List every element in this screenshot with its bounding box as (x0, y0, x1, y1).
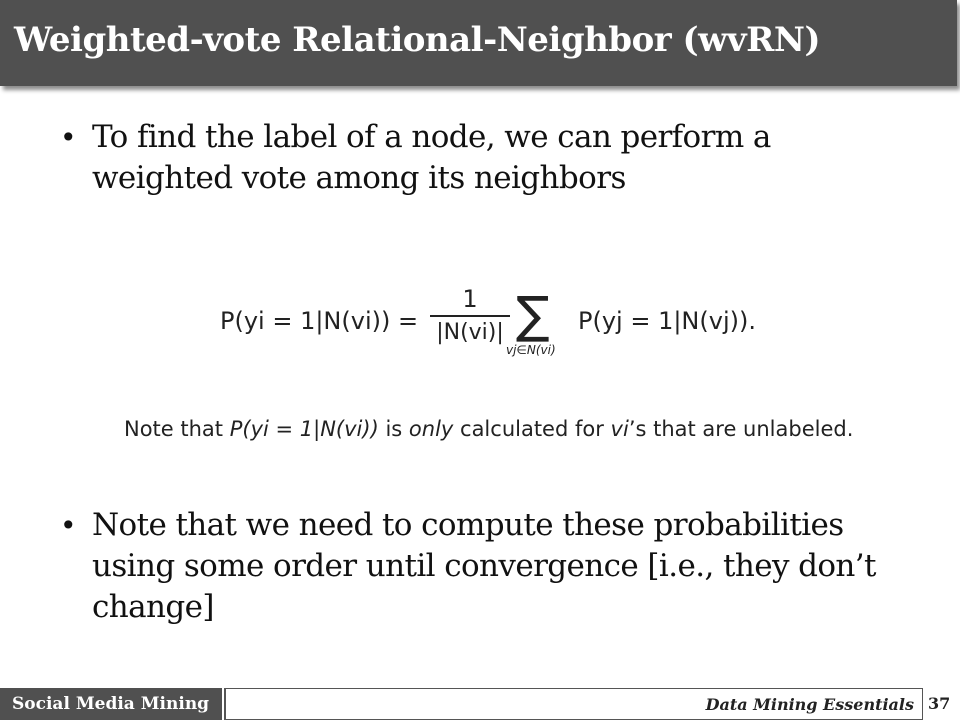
formula-note (124, 417, 904, 441)
formula-rhs: P(yj = 1|N(vj)). (578, 307, 756, 335)
bullet-1-text: To find the label of a node, we can perform a weighted vote among its neighbors (92, 119, 771, 196)
slide-title: Weighted-vote Relational-Neighbor (wvRN) (14, 20, 821, 60)
note-middle: is (378, 417, 409, 441)
bullet-2-text: Note that we need to compute these probabilities using some order until convergence [i.e., they don’t change] (92, 507, 876, 625)
note-prefix: Note that (124, 417, 230, 441)
note-suffix-b: ’s that are unlabeled. (628, 417, 854, 441)
formula-numerator: 1 (462, 285, 478, 313)
note-emphasis: only (408, 417, 454, 441)
note-variable: vi (610, 417, 629, 441)
bullet-marker: • (60, 121, 76, 154)
slide-number: 37 (928, 694, 951, 713)
bullet-marker: • (60, 509, 76, 542)
sum-index: vj∈N(vi) (506, 343, 556, 357)
title-bar (0, 0, 957, 86)
bullet-1 (60, 117, 912, 199)
formula-denominator: |N(vi)| (436, 320, 504, 345)
fraction-bar (430, 315, 510, 317)
wvrn-formula (220, 285, 780, 375)
footer-chapter (224, 688, 923, 720)
note-suffix-a: calculated for (453, 417, 611, 441)
footer-course-label: Social Media Mining (12, 694, 210, 714)
footer-chapter-label: Data Mining Essentials (705, 695, 914, 714)
formula-fraction (430, 285, 510, 347)
bullet-2 (60, 505, 932, 628)
formula-lhs: P(yi = 1|N(vi)) = (220, 307, 419, 335)
note-expression: P(yi = 1|N(vi)) (229, 417, 379, 441)
summation-icon: ∑ (516, 286, 550, 344)
footer-course (0, 688, 222, 720)
